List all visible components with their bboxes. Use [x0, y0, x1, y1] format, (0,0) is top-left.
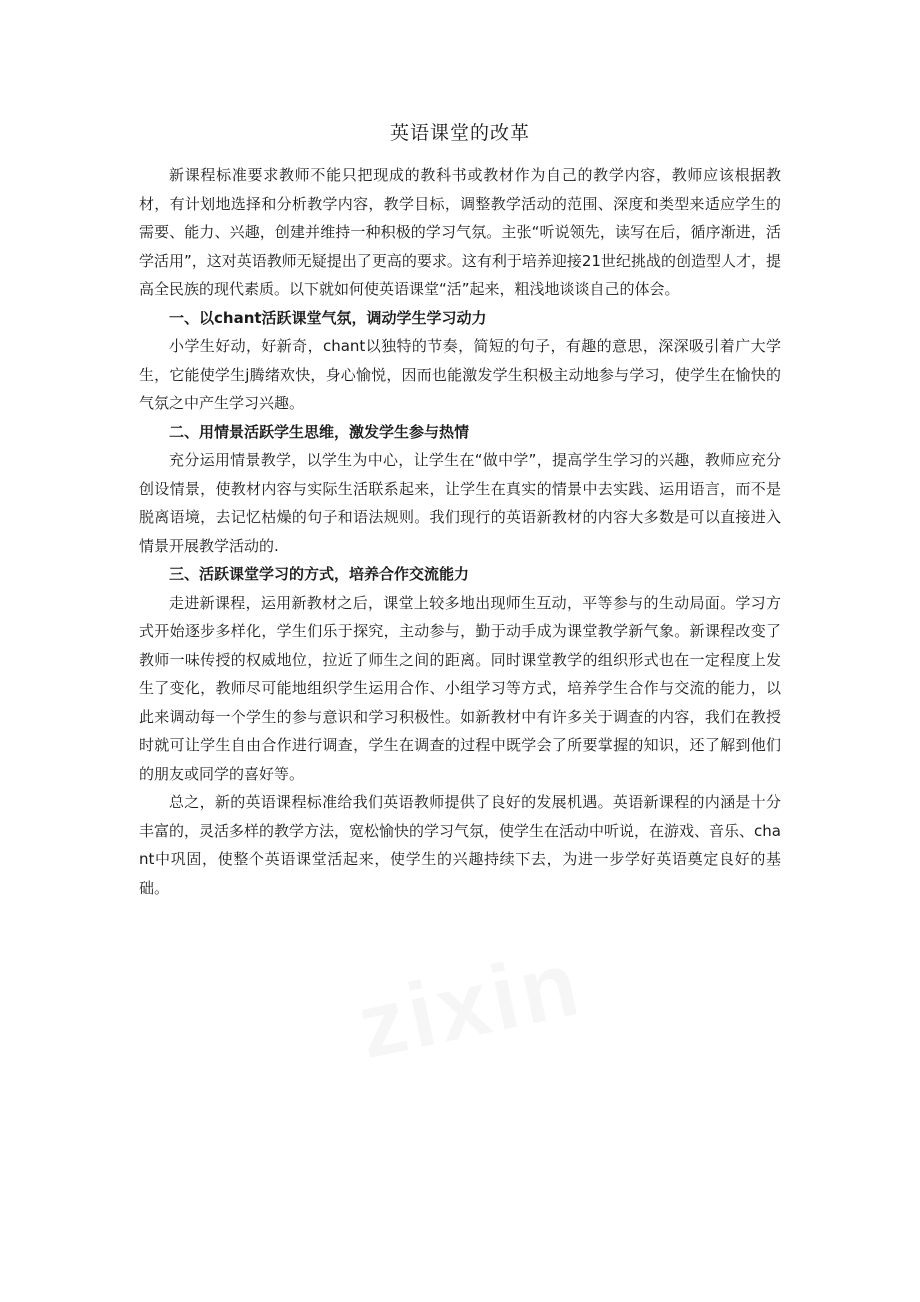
- watermark: [286, 887, 654, 1124]
- document-title: 英语课堂的改革: [389, 122, 530, 144]
- document-body: [139, 118, 781, 902]
- conclusion-paragraph: 总之，新的英语课程标准给我们英语教师提供了良好的发展机遇。英语新课程的内涵是十分丰富的，灵活多样的教学方法，宽松愉快的学习气氛，使学生在活动中听说，在游戏、音乐、chant中巩固，使整个英语课堂活起来，使学生的兴趣持续下去，为进一步学好英语奠定良好的基础。: [139, 793, 781, 897]
- section-paragraph-3: 走进新课程，运用新教材之后，课堂上较多地出现师生互动，平等参与的生动局面。学习方式开始逐步多样化，学生们乐于探究，主动参与，勤于动手成为课堂教学新气象。新课程改变了教师一味传授的权威地位，拉近了师生之间的距离。同时课堂教学的组织形式也在一定程度上发生了变化，教师尽可能地组织学生运用合作、小组学习等方式，培养学生合作与交流的能力，以此来调动每一个学生的参与意识和学习积极性。如新教材中有许多关于调查的内容，我们在教授时就可让学生自由合作进行调查，学生在调查的过程中既学会了所要掌握的知识，还了解到他们的朋友或同学的喜好等。: [139, 593, 781, 783]
- section-heading-3: 三、活跃课堂学习的方式，培养合作交流能力: [169, 565, 470, 583]
- section-paragraph-2: 充分运用情景教学，以学生为中心，让学生在“做中学”，提高学生学习的兴趣，教师应充分创设情景，使教材内容与实际生活联系起来，让学生在真实的情景中去实践、运用语言，而不是脱离语境，去记忆枯燥的句子和语法规则。我们现行的英语新教材的内容大多数是可以直接进入情景开展教学活动的.: [139, 451, 781, 555]
- section-heading-2: 二、用情景活跃学生思维，激发学生参与热情: [169, 422, 470, 441]
- section-paragraph-1: 小学生好动，好新奇，chant以独特的节奏，简短的句子，有趣的意思，深深吸引着广大学生，它能使学生j腾绪欢快，身心愉悦，因而也能激发学生积极主动地参与学习，使学生在愉快的气氛之中产生学习兴趣。: [139, 337, 781, 412]
- section-heading-1: 一、以chant活跃课堂气氛，调动学生学习动力: [169, 308, 487, 327]
- intro-paragraph: 新课程标准要求教师不能只把现成的教科书或教材作为自己的教学内容，教师应该根据教材，有计划地选择和分析教学内容，教学目标，调整教学活动的范围、深度和类型来适应学生的需要、能力、兴趣，创建并维持一种积极的学习气氛。主张“听说领先，读写在后，循序渐进，活学活用”，这对英语教师无疑提出了更高的要求。这有利于培养迎接21世纪挑战的创造型人才，提高全民族的现代素质。以下就如何使英语课堂“活”起来，粗浅地谈谈自己的体会。: [139, 166, 781, 298]
